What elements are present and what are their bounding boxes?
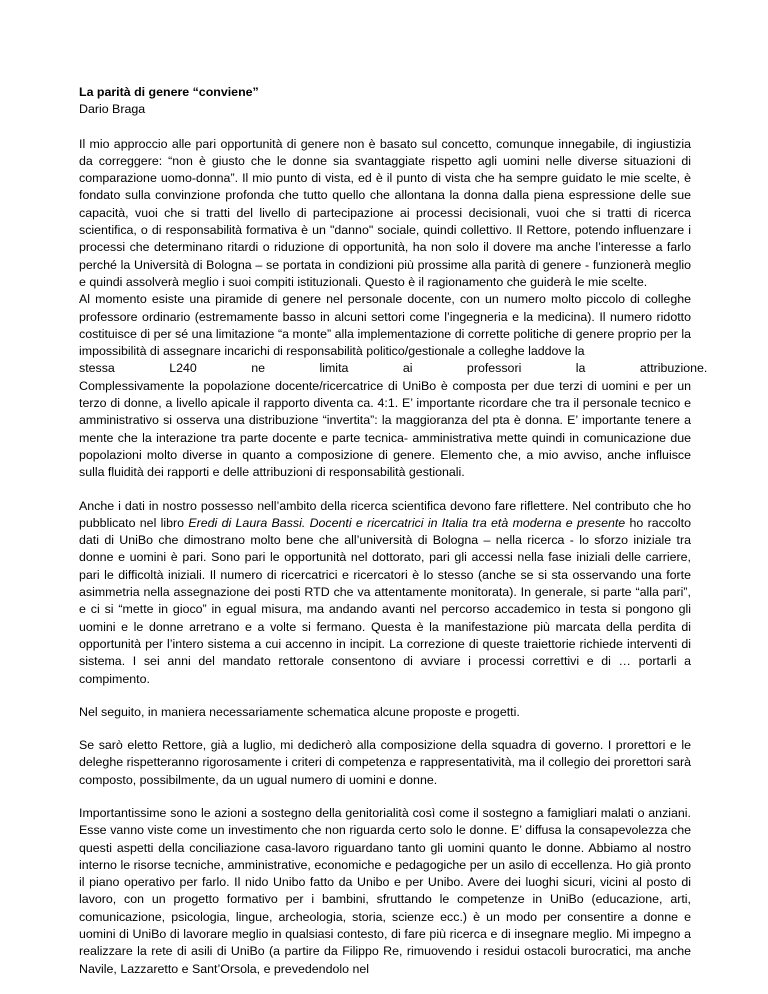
paragraph-gender-pyramid: Al momento esiste una piramide di genere nel personale docente, con un numero molto piccolo di colleghe professore ordinario (estremamente basso in alcuni settori come l’ingegneria e la medicina). Il numero ridotto costituisce di per sé una limitazione “a monte” alla implementazione di corrette politiche di genere proprio per la impossibilità di assegnare incarichi di responsabilità politico/gestionale a colleghe laddove la — [79, 292, 691, 359]
paragraph-parenting-support: Importantissime sono le azioni a sostegno della genitorialità così come il sostegno a famigliari malati o anziani. Esse vanno viste come un investimento che non riguarda certo solo le donne. E’ diffusa la consapevolezza che questi aspetti della conciliazione casa-lavoro riguardano tanto gli uomini quanto le donne. Abbiamo al nostro interno le risorse tecniche, amministrative, economiche e pedagogiche per un asilo di eccellenza. Ho già pronto il piano operativo per farlo. Il nido Unibo fatto da Unibo e per Unibo. Avere dei luoghi sicuri, vicini al posto di lavoro, con un progetto formativo per i bambini, sfruttando le competenze in UniBo (educazione, arti, comunicazione, psicologia, lingue, archeologia, storia, scienze ecc.) è un modo per consentire a donne e uomini di UniBo di lavorare meglio in qualsiasi contesto, di fare più ricerca e di insegnare meglio. Mi impegno a realizzare la rete di asili di UniBo (a partire da Filippo Re, rimuovendo i residui ostacoli burocratici, ma anche Navile, Lazzaretto e Sant’Orsola, e prevedendolo nel — [79, 805, 691, 976]
document-author: Dario Braga — [79, 102, 146, 117]
paragraph-population: Complessivamente la popolazione docente/ricercatrice di UniBo è composta per due terzi di uomini e per un terzo di donne, a livello apicale il rapporto diventa ca. 4:1. E’ importante ricordare che tra il personale tecnico e amministrativo si osserva una distribuzione “invertita”: la maggioranza del pta è donna. E’ importante tenere a mente che la interazione tra parte docente e parte tecnica- amministrativa mette quindi in comunicazione due popolazioni molto diverse in quanto a composizione di genere. Elemento che, a mio avviso, anche influisce sulla fluidità dei rapporti e delle attribuzioni di responsabilità gestionali. — [79, 378, 691, 480]
paragraph-research-data — [79, 498, 691, 688]
paragraph-approach: Il mio approccio alle pari opportunità di genere non è basato sul concetto, comunque innegabile, di ingiustizia da correggere: “non è giusto che le donne sia svantaggiate rispetto agli uomini nelle diverse situazioni di comparazione uomo-donna”. Il mio punto di vista, ed è il punto di vista che ha sempre guidato le mie scelte, è fondato sulla convinzione profonda che tutto quello che allontana la donna dalla piena espressione delle sue capacità, vuoi che si tratti del livello di partecipazione ai processi decisionali, vuoi che si tratti di ricerca scientifica, o di responsabilità formativa è un "danno" sociale, quindi collettivo. Il Rettore, potendo influenzare i processi che determinano ritardi o riduzione di opportunità, ha non solo il dovere ma anche l’interesse a farlo perché la Università di Bologna – se portata in condizioni più prossime alla parità di genere - funzionerà meglio e quindi assolverà meglio i suoi compiti istituzionali. Questo è il ragionamento che guiderà le mie scelte. — [79, 136, 691, 289]
book-title: Eredi di Laura Bassi. Docenti e ricercatrici in Italia tra età moderna e presente — [188, 515, 626, 530]
document-title: La parità di genere “conviene” — [79, 85, 259, 99]
paragraph-governance-team: Se sarò eletto Rettore, già a luglio, mi dedicherò alla composizione della squadra di governo. I prorettori e le deleghe rispetteranno rigorosamente i criteri di competenza e rappresentatività, ma il collegio dei prorettori sarà composto, possibilmente, da un ugual numero di uomini e donne. — [79, 738, 691, 787]
research-text-end: ho raccolto dati di UniBo che dimostrano molto bene che all’università di Bologna – nella ricerca - lo sforzo iniziale tra donne e uomini è pari. Sono pari le opportunità nel dottorato, pari gli accessi nella fase iniziali delle carriere, pari le difficoltà iniziali. Il numero di ricercatrici e ricercatori è lo stesso (anche se si sta osservando una forte asimmetria nella assegnazione dei posti RTD che va attentamente monitorata). In generale, si parte “alla pari”, e ci si “mette in gioco” in egual misura, ma andando avanti nel percorso accademico in testa si pongono gli uomini e le donne arretrano e a volte si fermano. Questa è la manifestazione più marcata della perdita di opportunità per l’intero sistema a cui accenno in incipit. La correzione di queste traiettorie richiede interventi di sistema. I sei anni del mandato rettorale consentono di avviare i processi correttivi e di … portarli a compimento. — [79, 515, 691, 686]
document-body — [79, 84, 708, 978]
paragraph-l240-line: stessa L240 ne limita ai professori la attribuzione. — [79, 361, 708, 376]
research-text-start: Anche i dati in nostro possesso nell’ambito della ricerca scientifica devono fare riflettere. Nel contributo che ho pubblicato nel libro — [79, 498, 691, 530]
paragraph-proposals-intro: Nel seguito, in maniera necessariamente schematica alcune proposte e progetti. — [79, 704, 520, 719]
